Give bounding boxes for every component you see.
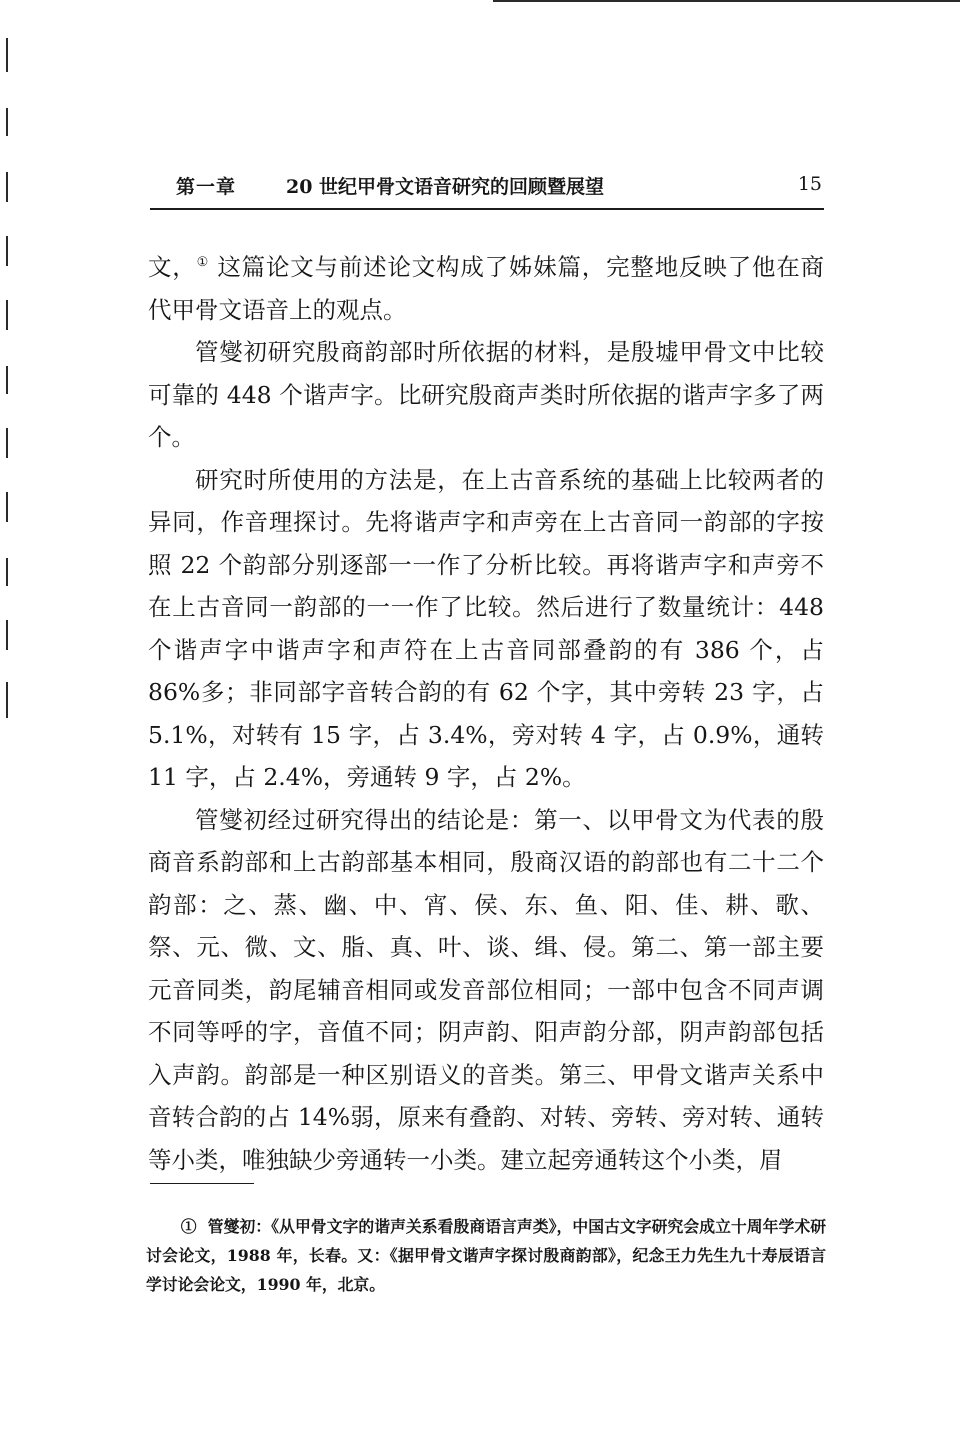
paragraph: 管燮初研究殷商韵部时所依据的材料，是殷墟甲骨文中比较可靠的 448 个谐声字。比研究殷商声类时所依据的谐声字多了两个。	[148, 338, 824, 451]
scan-margin-mark	[6, 108, 8, 136]
chapter-title: 20 世纪甲骨文语音研究的回顾暨展望	[286, 176, 605, 198]
page-number: 15	[797, 173, 822, 195]
scan-margin-mark	[6, 172, 8, 202]
scan-margin-mark	[6, 300, 8, 330]
footnote-text: 管燮初：《从甲骨文字的谐声关系看殷商语言声类》，中国古文字研究会成立十周年学术研讨会论文，1988 年，长春。又：《据甲骨文谐声字探讨殷商韵部》，纪念王力先生九十寿辰语言学讨论会论文，1990 年，北京。	[146, 1217, 827, 1294]
scan-margin-mark	[6, 236, 8, 266]
scan-margin-mark	[6, 558, 8, 586]
footnote-reference: ①	[196, 255, 210, 271]
scan-margin-mark	[6, 366, 8, 394]
running-head	[150, 168, 824, 208]
footnote	[146, 1212, 826, 1299]
scan-margin-mark	[6, 682, 8, 718]
scan-margin-mark	[6, 492, 8, 522]
scan-margin-mark	[6, 428, 8, 458]
paragraph	[148, 246, 824, 331]
scan-top-rule	[493, 0, 960, 2]
paragraph-text: 这篇论文与前述论文构成了姊妹篇，完整地反映了他在商代甲骨文语音上的观点。	[148, 253, 824, 324]
scan-margin-mark	[6, 38, 8, 72]
chapter-label: 第一章	[176, 176, 237, 198]
body-text	[148, 246, 824, 1181]
header-rule	[150, 208, 824, 210]
paragraph: 管燮初经过研究得出的结论是：第一、以甲骨文为代表的殷商音系韵部和上古韵部基本相同，殷商汉语的韵部也有二十二个韵部：之、蒸、幽、中、宵、侯、东、鱼、阳、佳、耕、歌、祭、元、微、文、脂、真、叶、谈、缉、侵。第二、第一部主要元音同类，韵尾辅音相同或发音部位相同；一部中包含不同声调不同等呼的字，音值不同；阴声韵、阳声韵分部，阴声韵部包括入声韵。韵部是一种区别语义的音类。第三、甲骨文谐声关系中音转合韵的占 14%弱，原来有叠韵、对转、旁转、旁对转、通转等小类，唯独缺少旁通转一小类。建立起旁通转这个小类，眉	[148, 805, 824, 1174]
footnote-marker: ①	[180, 1217, 197, 1236]
scan-margin-mark	[6, 620, 8, 650]
footnote-rule	[150, 1183, 254, 1184]
paragraph-text: 文，	[148, 253, 197, 281]
paragraph: 研究时所使用的方法是，在上古音系统的基础上比较两者的异同，作音理探讨。先将谐声字和声旁在上古音同一韵部的字按照 22 个韵部分别逐部一一作了分析比较。再将谐声字和声旁不在上古音同一韵部的一一作了比较。然后进行了数量统计：448 个谐声字中谐声字和声符在上古音同部叠韵的有 386 个，占 86%多；非同部字音转合韵的有 62 个字，其中旁转 23 字，占 5.1%，对转有 15 字，占 3.4%，旁对转 4 字，占 0.9%，通转 11 字，占 2.4%，旁通转 9 字，占 2%。	[148, 465, 824, 791]
